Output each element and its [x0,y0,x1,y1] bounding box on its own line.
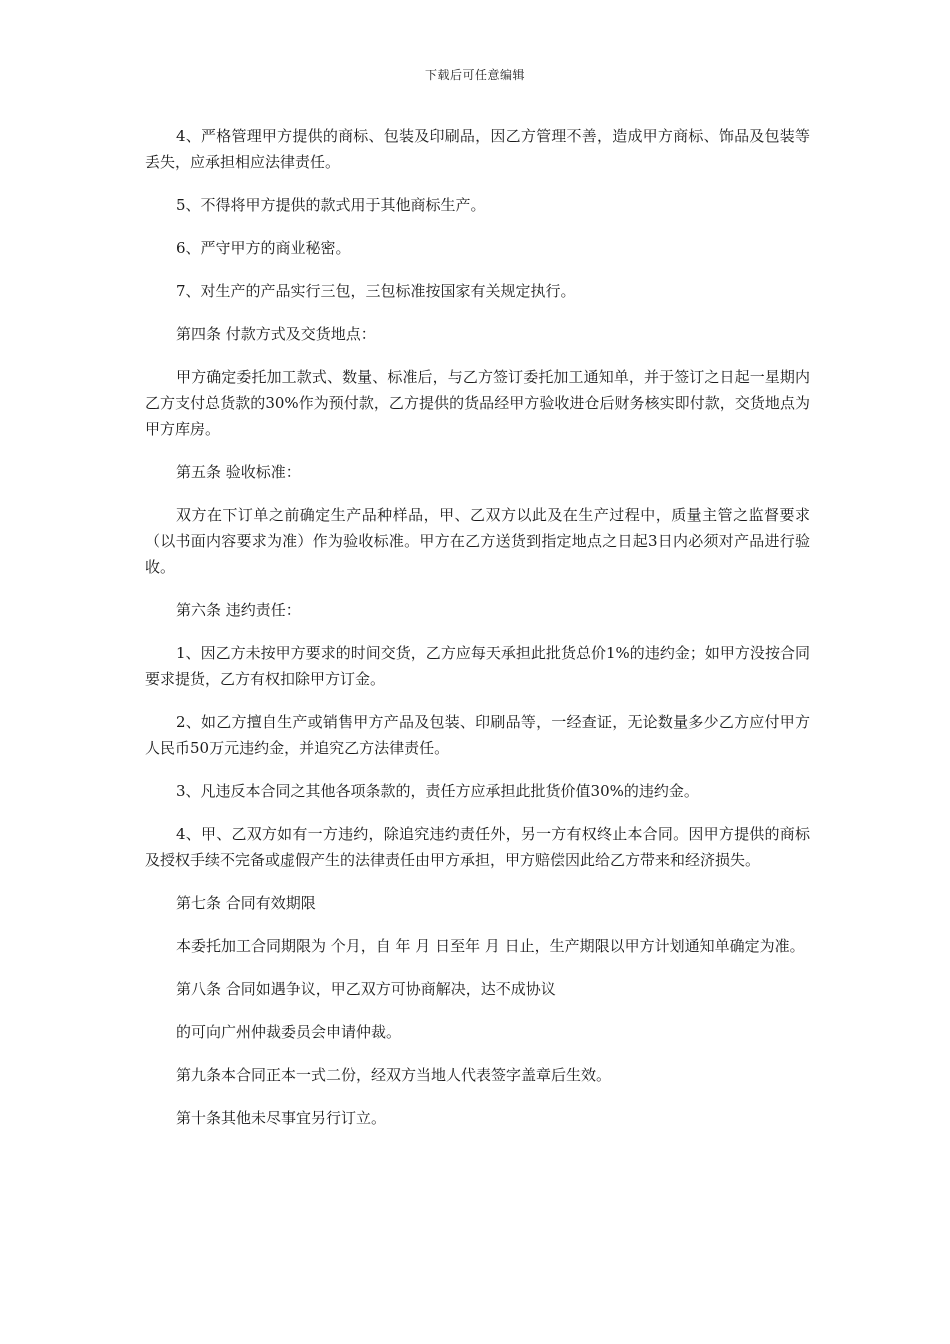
clause-paragraph: 2、如乙方擅自生产或销售甲方产品及包装、印刷品等，一经查证，无论数量多少乙方应付甲方人民币50万元违约金，并追究乙方法律责任。 [145,713,810,757]
article-heading: 第七条 合同有效期限 [176,894,316,912]
clause-paragraph: 本委托加工合同期限为 个月，自 年 月 日至年 月 日止，生产期限以甲方计划通知单确定为准。 [176,937,805,955]
clause-paragraph: 6、严守甲方的商业秘密。 [176,239,351,257]
article-heading: 第四条 付款方式及交货地点： [176,325,376,343]
article-heading: 第九条本合同正本一式二份，经双方当地人代表签字盖章后生效。 [176,1066,612,1084]
article-heading: 第五条 验收标准： [176,463,301,481]
article-heading: 第八条 合同如遇争议，甲乙双方可协商解决，达不成协议 [176,980,556,998]
clause-paragraph: 3、凡违反本合同之其他各项条款的，责任方应承担此批货价值30%的违约金。 [176,782,699,800]
clause-paragraph: 的可向广州仲裁委员会申请仲裁。 [176,1023,402,1041]
clause-paragraph: 5、不得将甲方提供的款式用于其他商标生产。 [176,196,486,214]
clause-paragraph: 7、对生产的产品实行三包，三包标准按国家有关规定执行。 [176,282,576,300]
clause-paragraph: 双方在下订单之前确定生产品种样品，甲、乙双方以此及在生产过程中，质量主管之监督要求（以书面内容要求为准）作为验收标准。甲方在乙方送货到指定地点之日起3日内必须对产品进行验收。 [145,506,810,576]
contract-body [145,123,810,1148]
clause-paragraph: 甲方确定委托加工款式、数量、标准后，与乙方签订委托加工通知单，并于签订之日起一星期内乙方支付总货款的30%作为预付款，乙方提供的货品经甲方验收进仓后财务核实即付款，交货地点为甲方库房。 [145,368,810,438]
article-heading: 第六条 违约责任： [176,601,301,619]
page-header-note: 下载后可任意编辑 [424,68,525,82]
clause-paragraph: 1、因乙方未按甲方要求的时间交货，乙方应每天承担此批货总价1%的违约金；如甲方没按合同要求提货，乙方有权扣除甲方订金。 [145,644,810,688]
article-heading: 第十条其他未尽事宜另行订立。 [176,1109,387,1127]
clause-paragraph: 4、甲、乙双方如有一方违约，除追究违约责任外，另一方有权终止本合同。因甲方提供的商标及授权手续不完备或虚假产生的法律责任由甲方承担，甲方赔偿因此给乙方带来和经济损失。 [145,825,810,869]
clause-paragraph: 4、严格管理甲方提供的商标、包装及印刷品，因乙方管理不善，造成甲方商标、饰品及包装等丢失，应承担相应法律责任。 [145,127,810,171]
